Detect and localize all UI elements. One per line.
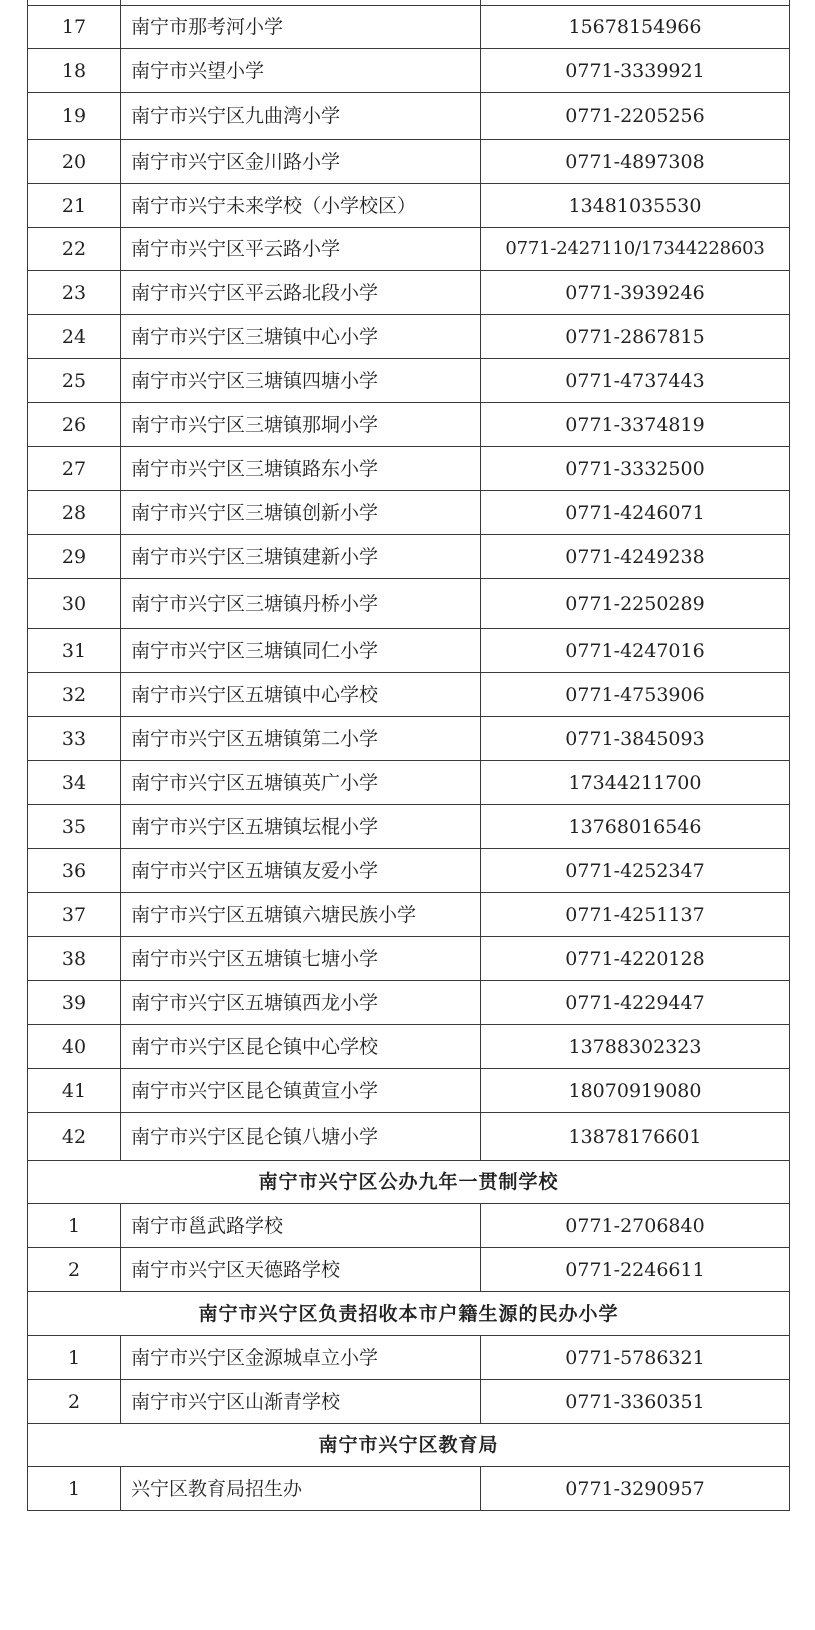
phone-number: 0771-2867815: [481, 315, 790, 359]
school-name: 南宁市兴宁区三塘镇四塘小学: [121, 359, 481, 403]
table-row: [28, 49, 790, 93]
phone-number: 0771-3290957: [481, 1467, 790, 1511]
row-number: 1: [28, 1467, 121, 1511]
phone-number: 0771-3374819: [481, 403, 790, 447]
school-name: 南宁市兴宁区昆仑镇中心学校: [121, 1025, 481, 1069]
row-number: 41: [28, 1069, 121, 1113]
section-title: 南宁市兴宁区负责招收本市户籍生源的民办小学: [28, 1292, 790, 1336]
school-name: 南宁市邕武路学校: [121, 1204, 481, 1248]
row-number: 34: [28, 761, 121, 805]
table-row: [28, 1380, 790, 1424]
phone-number: 0771-3939246: [481, 271, 790, 315]
table-body: [28, 0, 790, 1511]
school-name: 南宁市兴宁区五塘镇中心学校: [121, 673, 481, 717]
phone-number: 0771-4897308: [481, 140, 790, 184]
row-number: 18: [28, 49, 121, 93]
phone-number: 13768016546: [481, 805, 790, 849]
table-row: [28, 761, 790, 805]
row-number: 19: [28, 93, 121, 140]
school-name: 南宁市兴宁区三塘镇那垌小学: [121, 403, 481, 447]
row-number: 35: [28, 805, 121, 849]
table-row: [28, 1025, 790, 1069]
table-row: [28, 535, 790, 579]
section-header-row: [28, 1292, 790, 1336]
row-number: 22: [28, 228, 121, 271]
school-name: 南宁市兴宁未来学校（小学校区）: [121, 184, 481, 228]
school-name: 南宁市兴宁区五塘镇六塘民族小学: [121, 893, 481, 937]
school-name: 南宁市兴宁区山渐青学校: [121, 1380, 481, 1424]
phone-number: 0771-3332500: [481, 447, 790, 491]
table-row: [28, 403, 790, 447]
phone-number: 18070919080: [481, 1069, 790, 1113]
table-row: [28, 937, 790, 981]
table-row: [28, 228, 790, 271]
row-number: 27: [28, 447, 121, 491]
row-number: 30: [28, 579, 121, 629]
row-number: 40: [28, 1025, 121, 1069]
table-row: [28, 184, 790, 228]
table-row: [28, 981, 790, 1025]
row-number: 25: [28, 359, 121, 403]
school-name: 南宁市兴宁区三塘镇建新小学: [121, 535, 481, 579]
table-row: [28, 717, 790, 761]
table-row: [28, 6, 790, 49]
table-row: [28, 93, 790, 140]
school-name: 南宁市兴宁区五塘镇七塘小学: [121, 937, 481, 981]
school-name: 南宁市兴宁区五塘镇友爱小学: [121, 849, 481, 893]
school-name: 南宁市兴望小学: [121, 49, 481, 93]
table-row: [28, 1113, 790, 1161]
table-row: [28, 1204, 790, 1248]
school-name: 南宁市兴宁区三塘镇中心小学: [121, 315, 481, 359]
row-number: 26: [28, 403, 121, 447]
table-row: [28, 1248, 790, 1292]
table-row: [28, 1467, 790, 1511]
row-number: 37: [28, 893, 121, 937]
school-contact-table: [27, 0, 790, 1511]
row-number: 24: [28, 315, 121, 359]
school-name: 南宁市兴宁区九曲湾小学: [121, 93, 481, 140]
phone-number: 13878176601: [481, 1113, 790, 1161]
phone-number: 0771-5786321: [481, 1336, 790, 1380]
table-row: [28, 140, 790, 184]
row-number: 38: [28, 937, 121, 981]
row-number: 2: [28, 1248, 121, 1292]
row-number: 33: [28, 717, 121, 761]
phone-number: 13481035530: [481, 184, 790, 228]
table-row: [28, 271, 790, 315]
school-name: 南宁市兴宁区三塘镇创新小学: [121, 491, 481, 535]
table-row: [28, 893, 790, 937]
school-name: 南宁市兴宁区三塘镇同仁小学: [121, 629, 481, 673]
school-name: 南宁市那考河小学: [121, 6, 481, 49]
school-name: 南宁市兴宁区五塘镇坛棍小学: [121, 805, 481, 849]
row-number: 21: [28, 184, 121, 228]
school-name: 南宁市兴宁区三塘镇路东小学: [121, 447, 481, 491]
row-number: 1: [28, 1204, 121, 1248]
school-name: 南宁市兴宁区五塘镇第二小学: [121, 717, 481, 761]
school-name: 南宁市兴宁区金川路小学: [121, 140, 481, 184]
row-number: 31: [28, 629, 121, 673]
phone-number: 15678154966: [481, 6, 790, 49]
phone-number: 0771-4252347: [481, 849, 790, 893]
row-number: 2: [28, 1380, 121, 1424]
table-row: [28, 491, 790, 535]
row-number: 29: [28, 535, 121, 579]
school-name: 南宁市兴宁区昆仑镇黄宣小学: [121, 1069, 481, 1113]
school-name: 南宁市兴宁区五塘镇西龙小学: [121, 981, 481, 1025]
row-number: 39: [28, 981, 121, 1025]
section-header-row: [28, 1424, 790, 1467]
table-row: [28, 315, 790, 359]
phone-number: 0771-2246611: [481, 1248, 790, 1292]
phone-number: 0771-3360351: [481, 1380, 790, 1424]
phone-number: 0771-4249238: [481, 535, 790, 579]
table-row: [28, 1069, 790, 1113]
school-name: 南宁市兴宁区金源城卓立小学: [121, 1336, 481, 1380]
phone-number: 0771-4737443: [481, 359, 790, 403]
table-row: [28, 849, 790, 893]
table-row: [28, 629, 790, 673]
phone-number: 0771-4246071: [481, 491, 790, 535]
school-name: 南宁市兴宁区平云路北段小学: [121, 271, 481, 315]
school-name: 兴宁区教育局招生办: [121, 1467, 481, 1511]
row-number: 32: [28, 673, 121, 717]
phone-number: 0771-2427110/17344228603: [481, 228, 790, 271]
school-name: 南宁市兴宁区平云路小学: [121, 228, 481, 271]
row-number: 36: [28, 849, 121, 893]
phone-number: 0771-4229447: [481, 981, 790, 1025]
phone-number: 0771-2250289: [481, 579, 790, 629]
row-number: 1: [28, 1336, 121, 1380]
section-header-row: [28, 1161, 790, 1204]
table-row: [28, 579, 790, 629]
phone-number: 0771-4251137: [481, 893, 790, 937]
phone-number: 0771-4247016: [481, 629, 790, 673]
school-name: 南宁市兴宁区五塘镇英广小学: [121, 761, 481, 805]
row-number: 20: [28, 140, 121, 184]
phone-number: 13788302323: [481, 1025, 790, 1069]
phone-number: 0771-2706840: [481, 1204, 790, 1248]
phone-number: 17344211700: [481, 761, 790, 805]
row-number: 42: [28, 1113, 121, 1161]
phone-number: 0771-2205256: [481, 93, 790, 140]
phone-number: 0771-4753906: [481, 673, 790, 717]
section-title: 南宁市兴宁区教育局: [28, 1424, 790, 1467]
section-title: 南宁市兴宁区公办九年一贯制学校: [28, 1161, 790, 1204]
phone-number: 0771-3845093: [481, 717, 790, 761]
row-number: 28: [28, 491, 121, 535]
phone-number: 0771-4220128: [481, 937, 790, 981]
phone-number: 0771-3339921: [481, 49, 790, 93]
row-number: 23: [28, 271, 121, 315]
table-row: [28, 359, 790, 403]
table-row: [28, 1336, 790, 1380]
school-name: 南宁市兴宁区天德路学校: [121, 1248, 481, 1292]
table-row: [28, 673, 790, 717]
school-name: 南宁市兴宁区三塘镇丹桥小学: [121, 579, 481, 629]
table-row: [28, 447, 790, 491]
row-number: 17: [28, 6, 121, 49]
school-name: 南宁市兴宁区昆仑镇八塘小学: [121, 1113, 481, 1161]
table-row: [28, 805, 790, 849]
